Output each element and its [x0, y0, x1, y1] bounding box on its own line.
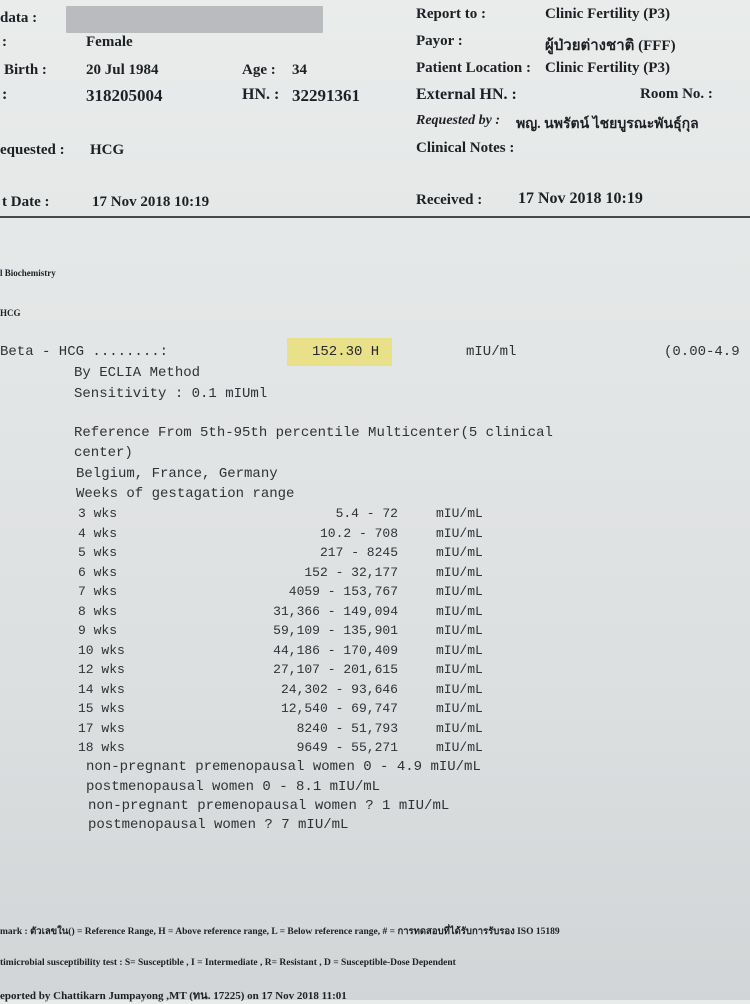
requested-label: equested : [0, 142, 65, 158]
id-value: 318205004 [86, 86, 163, 105]
reference-week: 15 wks [78, 701, 125, 716]
id-label: : [2, 86, 8, 103]
reference-row [78, 604, 538, 622]
reference-unit: mIU/mL [436, 545, 483, 560]
reference-range: 152 - 32,177 [304, 564, 398, 580]
report-to-label: Report to : [416, 6, 486, 22]
result-value: 152.30 H [312, 344, 380, 360]
reference-row [78, 565, 538, 583]
age-value: 34 [292, 62, 307, 78]
result-range: (0.00-4.9 [664, 344, 740, 360]
date-value: 17 Nov 2018 10:19 [92, 194, 210, 210]
received-label: Received : [416, 192, 483, 208]
section-sub: HCG [0, 308, 21, 318]
payor-label: Payor : [416, 33, 463, 49]
reference-countries: Belgium, France, Germany [76, 466, 278, 482]
reference-row [78, 584, 538, 602]
redacted-name [66, 6, 323, 33]
remark-line: mark : ตัวเลขใน() = Reference Range, H = Above reference range, L = Below reference range, # = การทดสอบที่ได้รับการรับรอง ISO 15189 [0, 927, 560, 937]
reference-row [78, 682, 538, 700]
reference-week: 4 wks [78, 525, 118, 541]
reference-range: 10.2 - 708 [319, 525, 398, 541]
location-value: Clinic Fertility (P3) [545, 60, 670, 76]
payor-value: ผู้ป่วยต่างชาติ (FFF) [545, 38, 676, 54]
age-label: Age : [242, 62, 276, 78]
reference-unit: mIU/mL [436, 662, 483, 677]
reference-range: 217 - 8245 [319, 545, 398, 560]
received-value: 17 Nov 2018 10:19 [518, 190, 643, 207]
clinical-notes-label: Clinical Notes : [416, 140, 515, 156]
reference-unit: mIU/mL [436, 584, 483, 599]
note-postmenopausal-alt: postmenopausal women ? 7 mIU/mL [88, 817, 349, 833]
reference-week: 17 wks [78, 720, 125, 736]
section-title: l Biochemistry [0, 268, 56, 278]
weeks-header: Weeks of gestagation range [76, 486, 295, 502]
reference-unit: mIU/mL [436, 642, 483, 658]
reference-row [78, 643, 538, 661]
reference-week: 8 wks [78, 603, 118, 619]
sensitivity-text: Sensitivity : 0.1 mIUml [74, 386, 268, 402]
external-hn-label: External HN. : [416, 86, 517, 103]
reference-range: 31,366 - 149,094 [273, 603, 398, 619]
reference-row [78, 662, 538, 680]
data-label: data : [0, 10, 38, 26]
result-unit: mIU/ml [466, 344, 517, 360]
reference-unit: mIU/mL [436, 506, 483, 521]
reference-week: 12 wks [78, 662, 125, 677]
reference-range: 27,107 - 201,615 [273, 662, 398, 677]
reference-row [78, 506, 538, 524]
reference-range: 9649 - 55,271 [296, 740, 398, 755]
reference-week: 10 wks [78, 642, 125, 658]
sex-label: : [2, 34, 7, 50]
room-label: Room No. : [640, 86, 713, 102]
reference-row [78, 740, 538, 758]
reference-range: 5.4 - 72 [335, 506, 398, 521]
date-label: t Date : [2, 194, 50, 210]
reference-unit: mIU/mL [436, 525, 483, 541]
reference-row [78, 701, 538, 719]
reference-row [78, 623, 538, 641]
birth-label: Birth : [4, 62, 47, 78]
reference-unit: mIU/mL [436, 564, 483, 580]
test-name: Beta - HCG ........: [0, 344, 169, 360]
reference-range: 12,540 - 69,747 [280, 701, 398, 716]
header-divider [0, 216, 750, 218]
location-label: Patient Location : [416, 60, 531, 76]
reference-week: 18 wks [78, 740, 125, 755]
reference-unit: mIU/mL [436, 701, 483, 716]
reference-range: 59,109 - 135,901 [273, 623, 398, 638]
sex-value: Female [86, 34, 133, 50]
reference-unit: mIU/mL [436, 603, 483, 619]
hn-value: 32291361 [292, 86, 360, 105]
birth-value: 20 Jul 1984 [86, 62, 159, 78]
requested-by-label: Requested by : [416, 113, 500, 128]
note-postmenopausal: postmenopausal women 0 - 8.1 mIU/mL [86, 779, 381, 795]
reference-week: 9 wks [78, 623, 118, 638]
reference-week: 6 wks [78, 564, 118, 580]
reported-by-line: eported by Chattikarn Jumpayong ,MT (ทน. 17225) on 17 Nov 2018 11:01 [0, 990, 347, 1002]
reference-row [78, 721, 538, 739]
requested-by-value: พญ. นพรัตน์ ไชยบูรณะพันธุ์กุล [516, 117, 699, 132]
reference-week: 7 wks [78, 584, 118, 599]
note-premenopausal-alt: non-pregnant premenopausal women ? 1 mIU/mL [88, 798, 450, 814]
reference-intro-cont: center) [74, 445, 133, 461]
reference-unit: mIU/mL [436, 740, 483, 755]
reference-week: 5 wks [78, 545, 118, 560]
reference-range: 4059 - 153,767 [288, 584, 398, 599]
antimicrobial-line: timicrobial susceptibility test : S= Susceptible , I = Intermediate , R= Resistant , D = Susceptible-Dose Dependent [0, 958, 456, 968]
report-to-value: Clinic Fertility (P3) [545, 6, 670, 22]
reference-row [78, 545, 538, 563]
reference-range: 44,186 - 170,409 [273, 642, 398, 658]
requested-value: HCG [90, 142, 125, 158]
note-premenopausal: non-pregnant premenopausal women 0 - 4.9 mIU/mL [86, 759, 481, 775]
method-text: By ECLIA Method [74, 365, 201, 381]
reference-range: 24,302 - 93,646 [280, 681, 398, 697]
hn-label: HN. : [242, 86, 280, 103]
reference-unit: mIU/mL [436, 681, 483, 697]
reference-range: 8240 - 51,793 [296, 720, 398, 736]
reference-unit: mIU/mL [436, 623, 483, 638]
reference-row [78, 526, 538, 544]
reference-week: 14 wks [78, 681, 125, 697]
reference-unit: mIU/mL [436, 720, 483, 736]
reference-intro: Reference From 5th-95th percentile Multicenter(5 clinical [74, 425, 553, 441]
reference-week: 3 wks [78, 506, 118, 521]
